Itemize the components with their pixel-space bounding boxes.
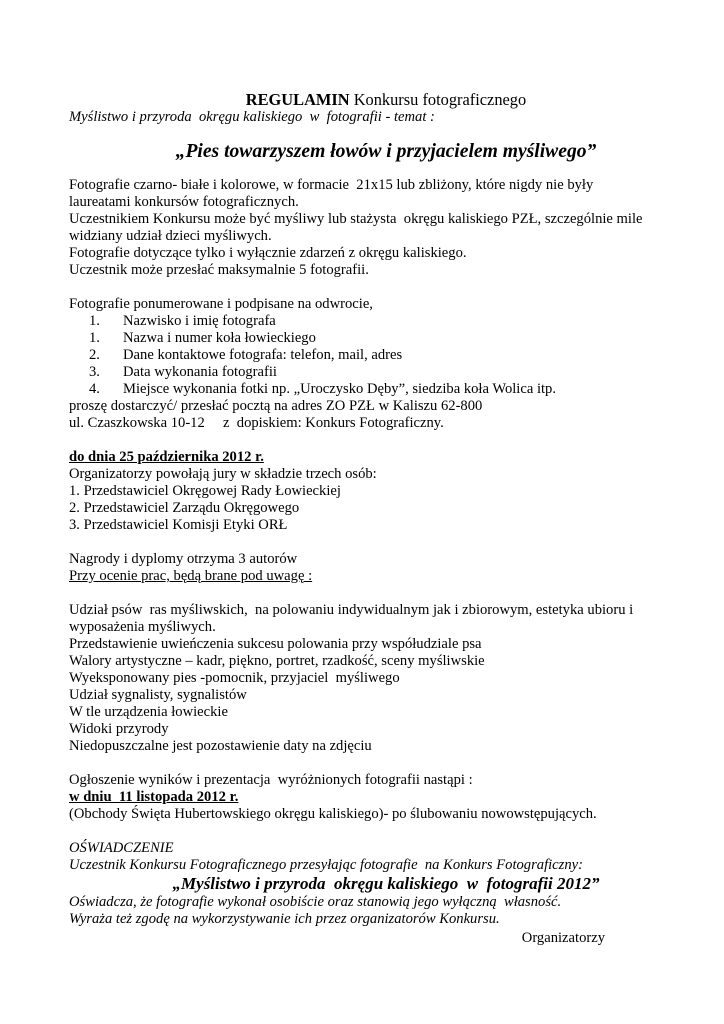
intro-line: Fotografie czarno- białe i kolorowe, w formacie 21x15 lub zbliżony, które nigdy nie były [69, 177, 594, 193]
criteria-line: W tle urządzenia łowieckie [69, 704, 228, 720]
criteria-line: Widoki przyrody [69, 721, 169, 737]
intro-section [69, 177, 689, 279]
criteria-line: Udział psów ras myśliwskich, na polowaniu indywidualnym jak i zbiorowym, estetyka ubioru i [69, 602, 634, 618]
declaration-line: Wyraża też zgodę na wykorzystywanie ich przez organizatorów Konkursu. [69, 911, 500, 927]
document-subtitle: Myślistwo i przyroda okręgu kaliskiego w fotografii - temat : [69, 109, 435, 125]
awards-section [69, 551, 689, 585]
results-section [69, 772, 689, 823]
signature-organizers: Organizatorzy [521, 930, 605, 946]
address-line: proszę dostarczyć/ przesłać pocztą na adres ZO PZŁ w Kaliszu 62-800 [69, 398, 483, 414]
intro-line: Uczestnikiem Konkursu może być myśliwy lub stażysta okręgu kaliskiego PZŁ, szczególnie mile [69, 211, 643, 227]
jury-member: 2. Przedstawiciel Zarządu Okręgowego [69, 500, 300, 516]
address-line: ul. Czaszkowska 10-12 z dopiskiem: Konkurs Fotograficzny. [69, 415, 444, 431]
document-body [69, 90, 689, 947]
intro-line: widziany udział dzieci myśliwych. [69, 228, 272, 244]
results-intro: Ogłoszenie wyników i prezentacja wyróżnionych fotografii nastąpi : [69, 772, 473, 788]
title-rest: Konkursu fotograficznego [349, 90, 527, 109]
criteria-line: Udział sygnalisty, sygnalistów [69, 687, 247, 703]
list-item: 1. Nazwa i numer koła łowieckiego [89, 330, 316, 346]
intro-line: Uczestnik może przesłać maksymalnie 5 fotografii. [69, 262, 369, 278]
criteria-line: wyposażenia myśliwych. [69, 619, 216, 635]
list-item: 1. Nazwisko i imię fotografa [89, 313, 276, 329]
deadline-section [69, 449, 689, 534]
declaration-title: „Myślistwo i przyroda okręgu kaliskiego w fotografii 2012” [172, 874, 600, 893]
list-item: 2. Dane kontaktowe fotografa: telefon, mail, adres [89, 347, 403, 363]
declaration-line: Oświadcza, że fotografie wykonał osobiście oraz stanowią jego wyłączną własność. [69, 894, 562, 910]
criteria-section [69, 602, 689, 755]
contest-theme: „Pies towarzyszem łowów i przyjacielem myśliwego” [175, 141, 597, 162]
results-date: w dniu 11 listopada 2012 r. [69, 789, 239, 805]
criteria-heading: Przy ocenie prac, będą brane pod uwagę : [69, 568, 313, 584]
list-item: 4. Miejsce wykonania fotki np. „Uroczysko Dęby”, siedziba koła Wolica itp. [89, 381, 557, 397]
submission-section [69, 296, 689, 432]
declaration-heading: OŚWIADCZENIE [69, 840, 174, 856]
declaration-line: Uczestnik Konkursu Fotograficznego przesyłając fotografie na Konkurs Fotograficzny: [69, 857, 583, 873]
list-item: 3. Data wykonania fotografii [89, 364, 277, 380]
criteria-line: Wyeksponowany pies -pomocnik, przyjaciel myśliwego [69, 670, 400, 686]
submission-intro: Fotografie ponumerowane i podpisane na odwrocie, [69, 296, 373, 312]
declaration-section [69, 840, 689, 947]
criteria-line: Niedopuszczalne jest pozostawienie daty na zdjęciu [69, 738, 372, 754]
jury-member: 3. Przedstawiciel Komisji Etyki ORŁ [69, 517, 288, 533]
submission-list [69, 313, 689, 398]
intro-line: Fotografie dotyczące tylko i wyłącznie zdarzeń z okręgu kaliskiego. [69, 245, 467, 261]
criteria-line: Walory artystyczne – kadr, piękno, portret, rzadkość, sceny myśliwskie [69, 653, 485, 669]
jury-member: 1. Przedstawiciel Okręgowej Rady Łowieckiej [69, 483, 341, 499]
title-bold: REGULAMIN [245, 90, 350, 109]
awards-line: Nagrody i dyplomy otrzyma 3 autorów [69, 551, 298, 567]
deadline-date: do dnia 25 października 2012 r. [69, 449, 264, 465]
jury-intro: Organizatorzy powołają jury w składzie trzech osób: [69, 466, 377, 482]
criteria-line: Przedstawienie uwieńczenia sukcesu polowania przy współudziale psa [69, 636, 482, 652]
intro-line: laureatami konkursów fotograficznych. [69, 194, 299, 210]
document-title [83, 90, 689, 109]
results-note: (Obchody Święta Hubertowskiego okręgu kaliskiego)- po ślubowaniu nowowstępujących. [69, 806, 597, 822]
